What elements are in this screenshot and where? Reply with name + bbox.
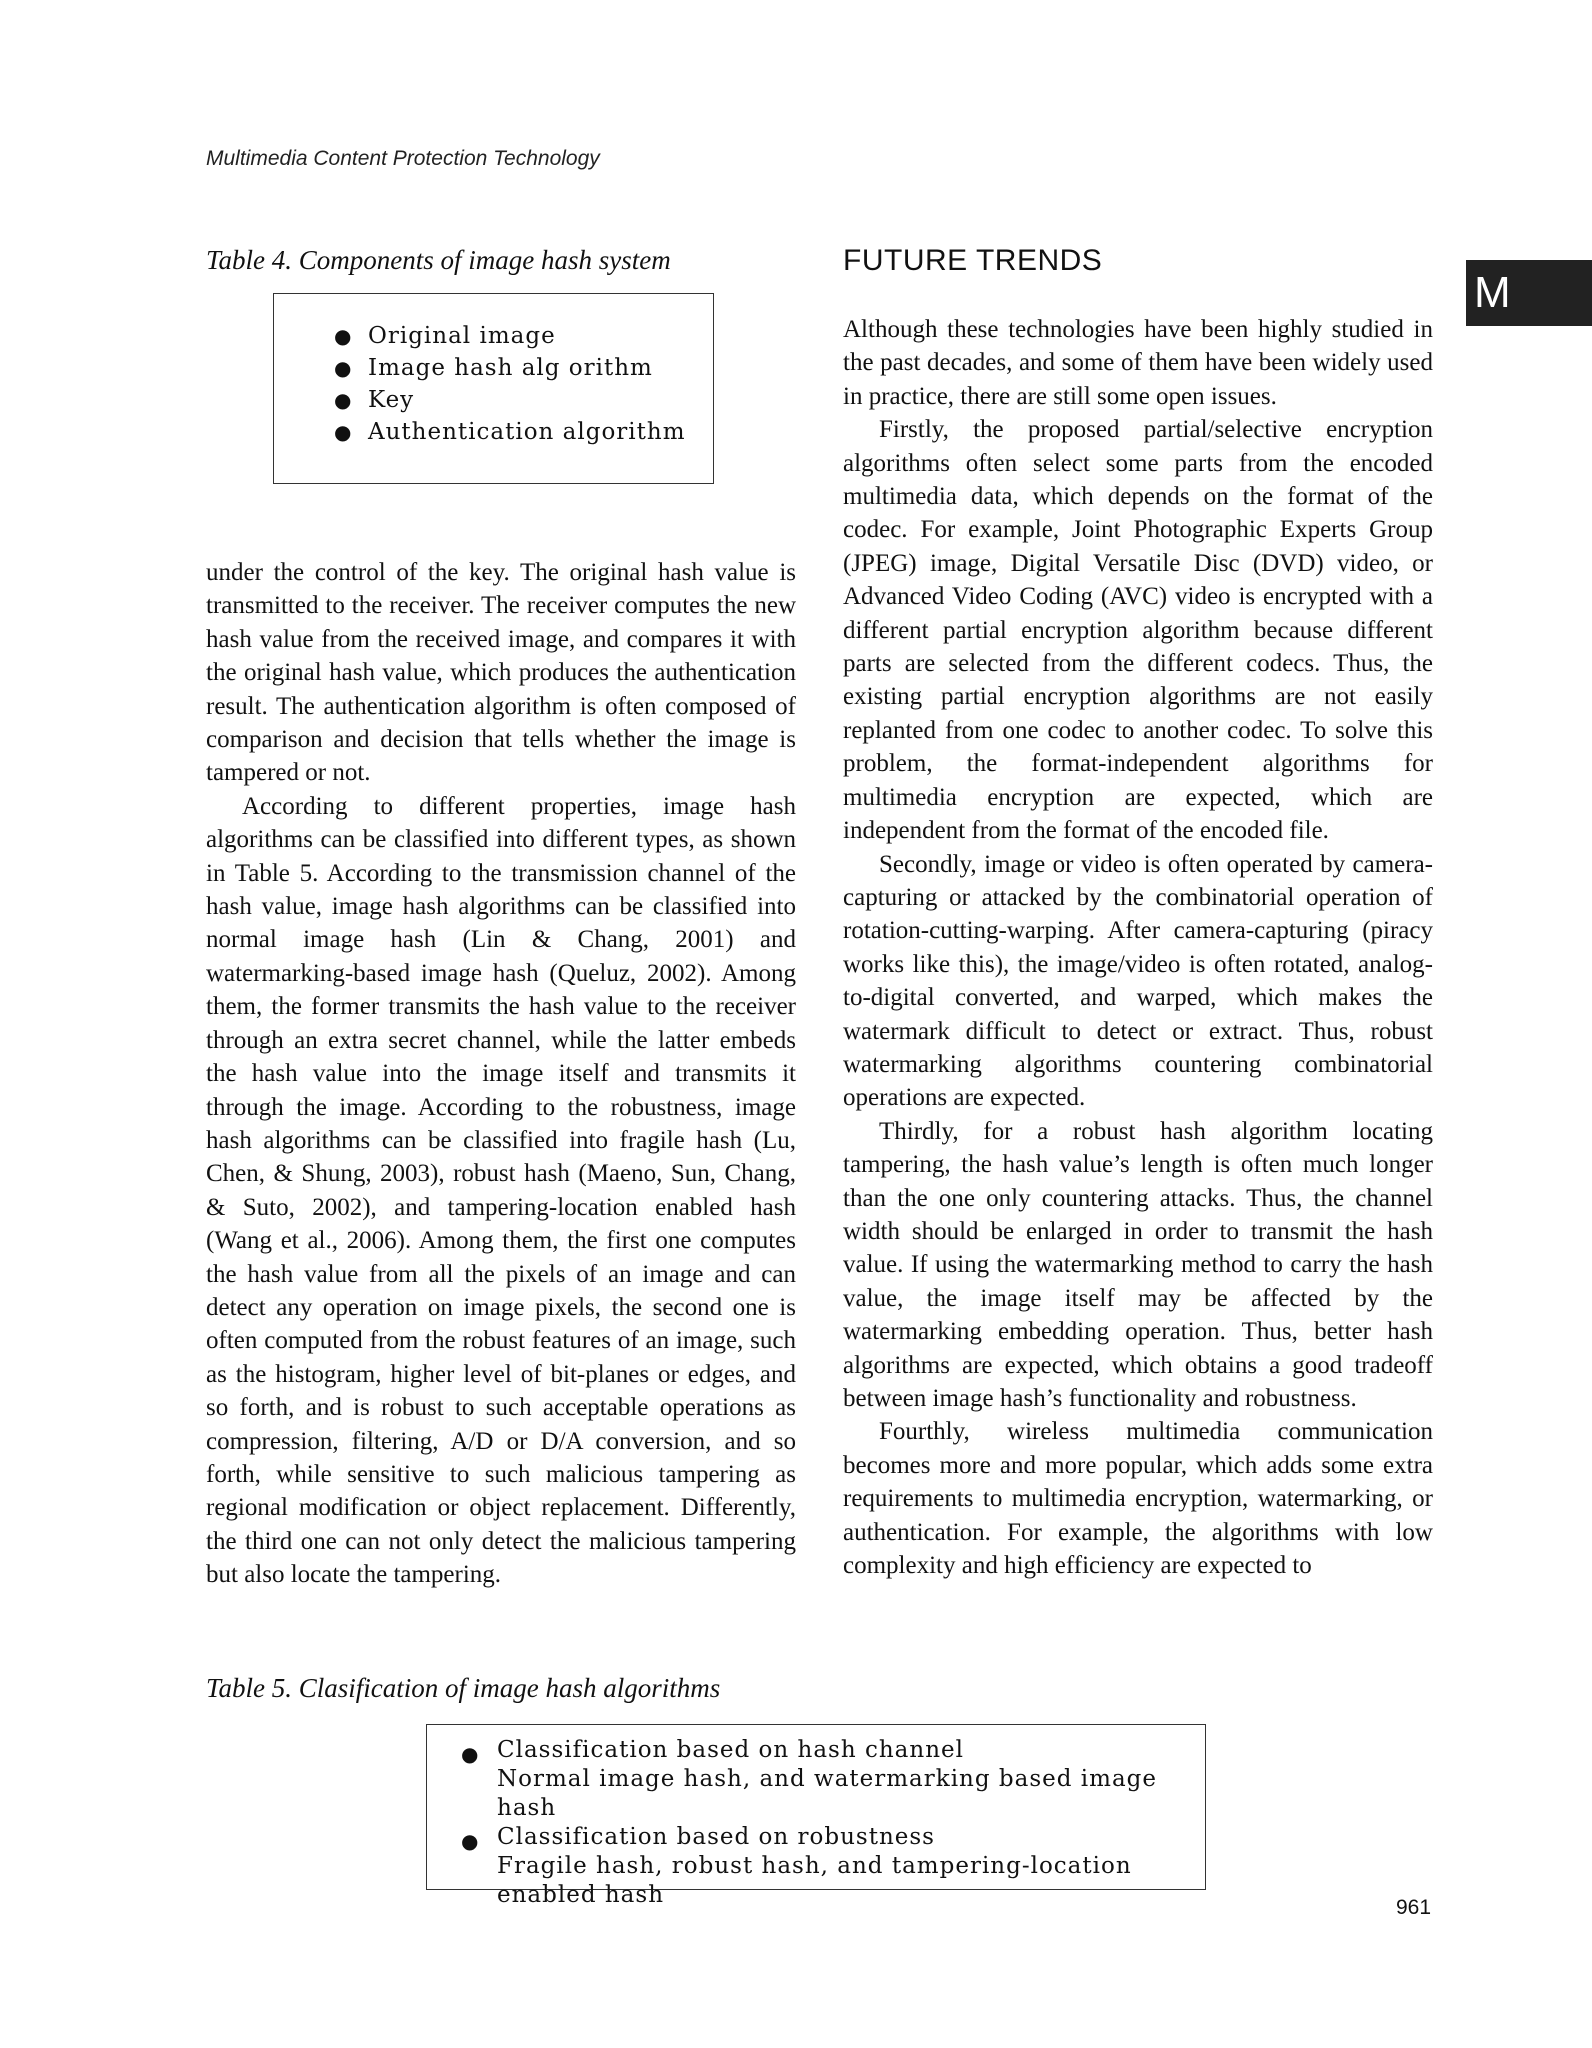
table4-item: ● Image hash alg orithm [368,352,713,384]
bullet-icon: ● [461,1829,480,1853]
section-tab-marker: M [1466,260,1592,326]
table5-item-title: Classification based on hash channel [497,1737,964,1763]
table4-item: ● Authentication algorithm [368,416,713,448]
table4-item: ● Original image [368,320,713,352]
table4-box [273,293,714,484]
left-column [206,556,796,1592]
table5-item [461,1823,1187,1910]
bullet-icon: ● [334,356,353,380]
table4-item: ● Key [368,384,713,416]
right-paragraph: Secondly, image or video is often operated by camera-capturing or attacked by the combinatorial operation of rotation-cutting-warping. After camera-capturing (piracy works like this), the image/video is often rotated, analog-to-digital converted, and warped, which makes the watermark difficult to detect or extract. Thus, robust watermarking algorithms countering combinatorial operations are expected. [843,850,1433,1112]
right-paragraph: Fourthly, wireless multimedia communication becomes more and more popular, which adds some extra requirements to multimedia encryption, watermarking, or authentication. For example, the algorithms with low complexity and high efficiency are expected to [843,1418,1433,1580]
left-paragraph: under the control of the key. The original hash value is transmitted to the receiver. The receiver computes the new hash value from the received image, and compares it with the original hash value, which produces the authentication result. The authentication algorithm is often composed of comparison and decision that tells whether the image is tampered or not. [206,559,796,787]
right-paragraph: Although these technologies have been highly studied in the past decades, and some of them have been widely used in practice, there are still some open issues. [843,316,1433,410]
table5-item-detail: Fragile hash, robust hash, and tampering-location enabled hash [497,1853,1132,1908]
table5-item [461,1736,1187,1823]
section-heading: FUTURE TRENDS [843,244,1103,277]
table5-item-title: Classification based on robustness [497,1824,935,1850]
table5-item-detail: Normal image hash, and watermarking based image hash [497,1766,1158,1821]
bullet-icon: ● [334,324,353,348]
bullet-icon: ● [334,388,353,412]
table5-box [426,1724,1206,1908]
right-column [843,313,1433,1582]
table4-caption: Table 4. Components of image hash system [206,245,671,275]
running-title: Multimedia Content Protection Technology [206,147,600,170]
right-paragraph: Firstly, the proposed partial/selective encryption algorithms often select some parts from the encoded multimedia data, which depends on the format of the codec. For example, Joint Photographic Experts Group (JPEG) image, Digital Versatile Disc (DVD) video, or Advanced Video Coding (AVC) video is encrypted with a different partial encryption algorithm because different parts are selected from the different codecs. Thus, the existing partial encryption algorithms are not easily replanted from one codec to another codec. To solve this problem, the format-independent algorithms for multimedia encryption are expected, which are independent from the format of the encoded file. [843,416,1433,845]
table5-caption: Table 5. Clasification of image hash algorithms [206,1673,721,1703]
bullet-icon: ● [461,1742,480,1766]
page-number: 961 [1396,1896,1432,1919]
left-paragraph: According to different properties, image hash algorithms can be classified into different types, as shown in Table 5. According to the transmission channel of the hash value, image hash algorithms can be classified into normal image hash (Lin & Chang, 2001) and watermarking-based image hash (Queluz, 2002). Among them, the former transmits the hash value to the receiver through an extra secret channel, while the latter embeds the hash value into the image itself and transmits it through the image. According to the robustness, image hash algorithms can be classified into fragile hash (Lu, Chen, & Shung, 2003), robust hash (Maeno, Sun, Chang, & Suto, 2002), and tampering-location enabled hash (Wang et al., 2006). Among them, the first one computes the hash value from all the pixels of an image and can detect any operation on image pixels, the second one is often computed from the robust features of an image, such as the histogram, higher level of bit-planes or edges, and so forth, and is robust to such acceptable operations as compression, filtering, A/D or D/A conversion, and so forth, while sensitive to such malicious tampering as regional modification or object replacement. Differently, the third one can not only detect the malicious tampering but also locate the tampering. [206,792,796,1589]
right-paragraph: Thirdly, for a robust hash algorithm locating tampering, the hash value’s length is often much longer than the one only countering attacks. Thus, the channel width should be enlarged in order to transmit the hash value. If using the watermarking method to carry the hash value, the image itself may be affected by the watermarking embedding operation. Thus, better hash algorithms are expected, which obtains a good tradeoff between image hash’s functionality and robustness. [843,1117,1433,1412]
bullet-icon: ● [334,420,353,444]
